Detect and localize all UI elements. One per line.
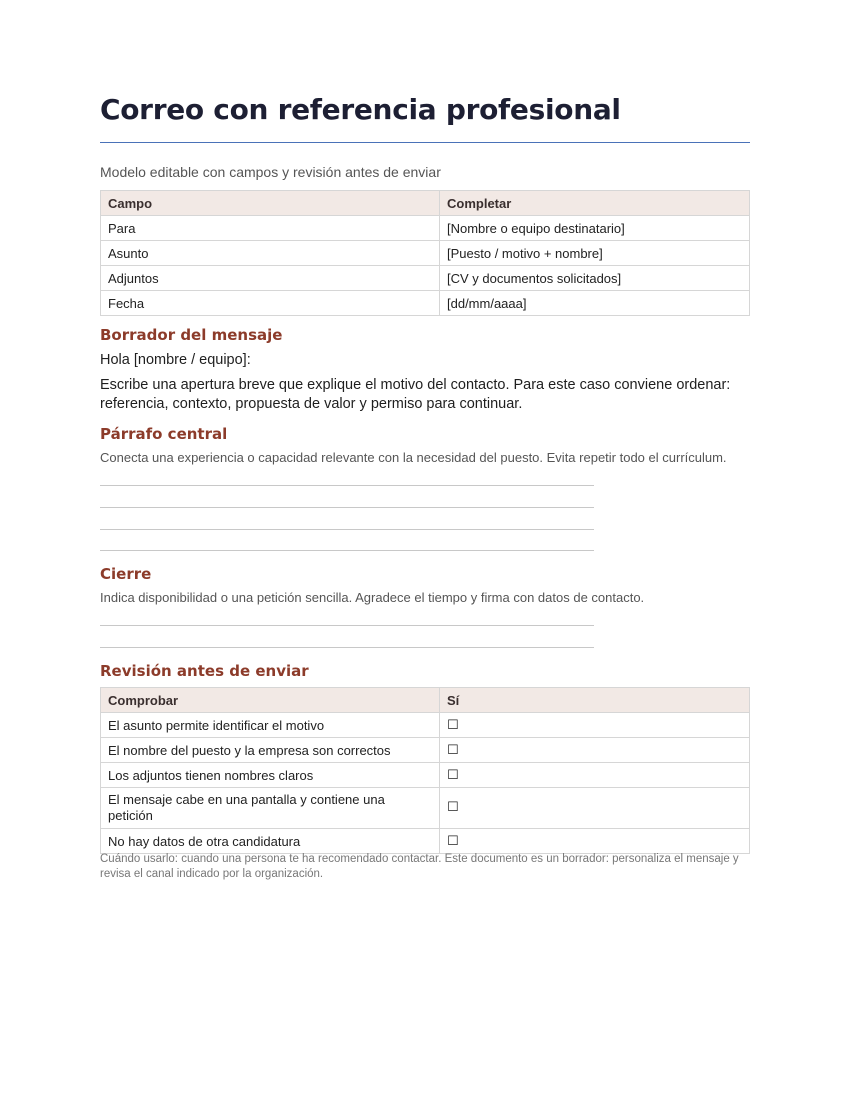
- field-value[interactable]: [Puesto / motivo + nombre]: [440, 241, 750, 266]
- table-row: [101, 216, 750, 241]
- writing-line[interactable]: [100, 625, 594, 626]
- checkbox[interactable]: ☐: [440, 788, 750, 829]
- title-divider: [100, 142, 750, 143]
- table-row: [101, 241, 750, 266]
- check-item: El asunto permite identificar el motivo: [101, 713, 440, 738]
- column-header: Sí: [440, 688, 750, 713]
- table-row: [101, 266, 750, 291]
- table-row: [101, 713, 750, 738]
- field-label: Adjuntos: [101, 266, 440, 291]
- draft-heading: Borrador del mensaje: [100, 326, 283, 344]
- table-row: [101, 291, 750, 316]
- table-header-row: [101, 191, 750, 216]
- central-heading: Párrafo central: [100, 425, 228, 443]
- check-item: Los adjuntos tienen nombres claros: [101, 763, 440, 788]
- page-title: Correo con referencia profesional: [100, 93, 621, 126]
- checkbox[interactable]: ☐: [440, 738, 750, 763]
- intro-paragraph[interactable]: Escribe una apertura breve que explique el motivo del contacto. Para este caso conviene ordenar: referencia, contexto, propuesta de valor y permiso para continuar.: [100, 377, 731, 412]
- fields-table: [100, 190, 750, 316]
- subtitle: Modelo editable con campos y revisión antes de enviar: [100, 164, 441, 180]
- writing-line[interactable]: [100, 529, 594, 530]
- review-table: [100, 687, 750, 854]
- check-item: El mensaje cabe en una pantalla y contiene una petición: [101, 788, 440, 829]
- greeting-text[interactable]: Hola [nombre / equipo]:: [100, 352, 251, 368]
- checkbox[interactable]: ☐: [440, 829, 750, 854]
- check-item: El nombre del puesto y la empresa son correctos: [101, 738, 440, 763]
- checkbox[interactable]: ☐: [440, 763, 750, 788]
- table-row: [101, 788, 750, 829]
- closing-heading: Cierre: [100, 565, 152, 583]
- central-hint: Conecta una experiencia o capacidad relevante con la necesidad del puesto. Evita repetir todo el currículum.: [100, 450, 727, 465]
- field-value[interactable]: [dd/mm/aaaa]: [440, 291, 750, 316]
- column-header: Campo: [101, 191, 440, 216]
- check-item: No hay datos de otra candidatura: [101, 829, 440, 854]
- closing-hint: Indica disponibilidad o una petición sencilla. Agradece el tiempo y firma con datos de contacto.: [100, 590, 645, 605]
- table-header-row: [101, 688, 750, 713]
- table-row: [101, 763, 750, 788]
- field-value[interactable]: [CV y documentos solicitados]: [440, 266, 750, 291]
- checkbox[interactable]: ☐: [440, 713, 750, 738]
- writing-line[interactable]: [100, 507, 594, 508]
- column-header: Completar: [440, 191, 750, 216]
- field-value[interactable]: [Nombre o equipo destinatario]: [440, 216, 750, 241]
- writing-line[interactable]: [100, 485, 594, 486]
- usage-note: Cuándo usarlo: cuando una persona te ha recomendado contactar. Este documento es un borrador: personaliza el mensaje y revisa el canal indicado por la organización.: [100, 853, 739, 880]
- writing-line[interactable]: [100, 647, 594, 648]
- writing-line[interactable]: [100, 550, 594, 551]
- review-heading: Revisión antes de enviar: [100, 662, 309, 680]
- table-row: [101, 738, 750, 763]
- field-label: Asunto: [101, 241, 440, 266]
- table-row: [101, 829, 750, 854]
- column-header: Comprobar: [101, 688, 440, 713]
- field-label: Para: [101, 216, 440, 241]
- field-label: Fecha: [101, 291, 440, 316]
